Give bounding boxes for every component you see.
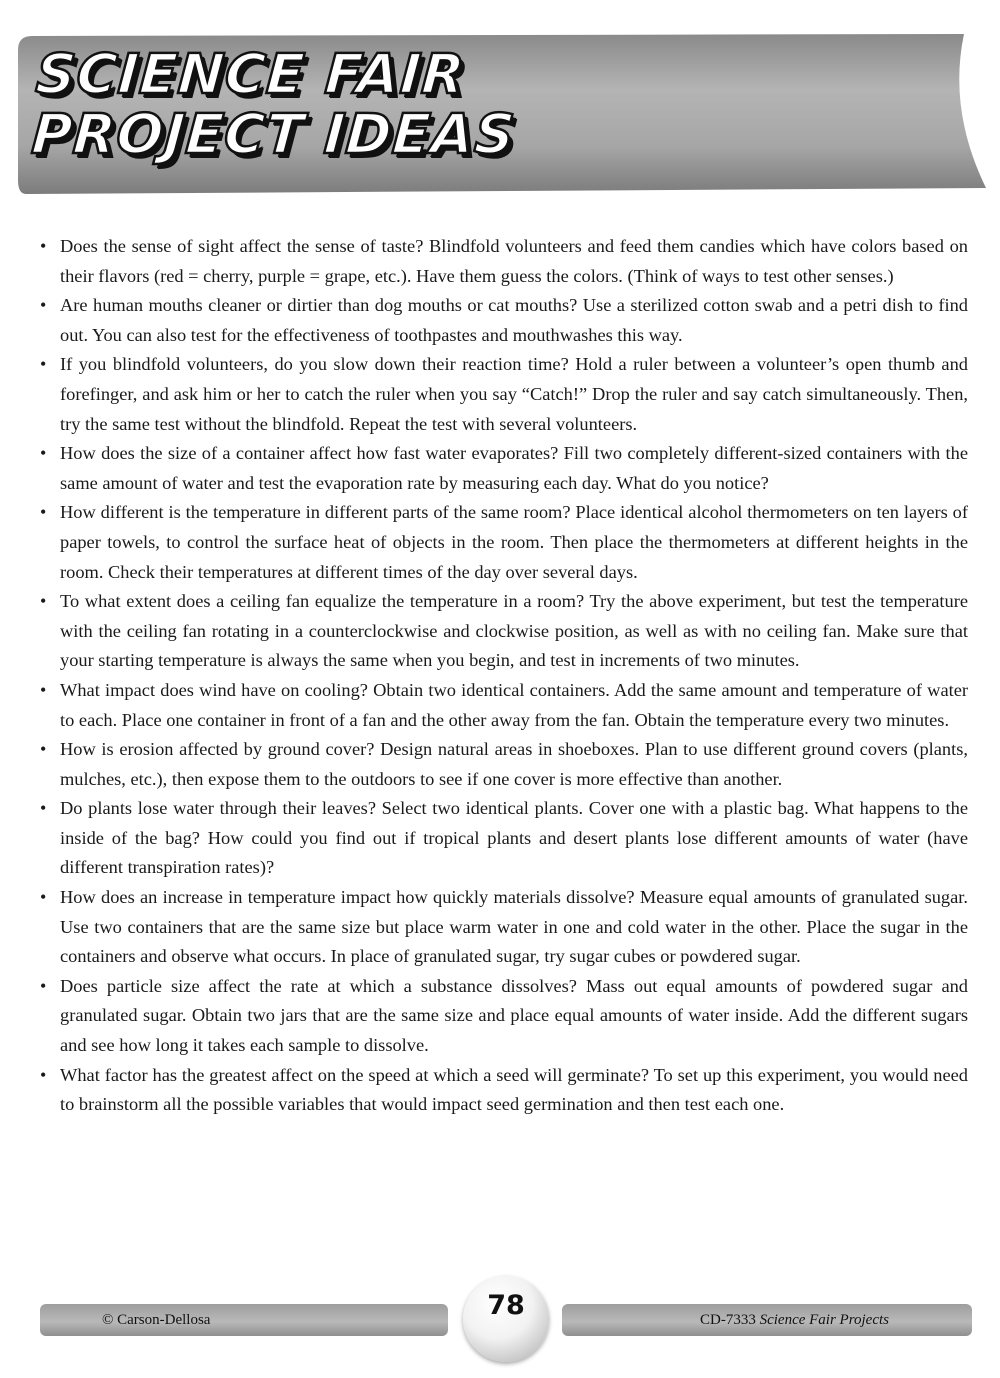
list-item bbox=[40, 350, 968, 439]
idea-text: Does particle size affect the rate at which a substance dissolves? Mass out equal amounts of powdered sugar and granulated sugar. Obtain two jars that are the same size and place equal amounts of water inside. Add the different sugars and see how long it takes each sample to dissolve. bbox=[60, 975, 968, 1056]
list-item bbox=[40, 883, 968, 972]
project-ideas-list bbox=[40, 232, 968, 1120]
list-item bbox=[40, 676, 968, 735]
list-item bbox=[40, 1061, 968, 1120]
idea-text: How is erosion affected by ground cover? Design natural areas in shoeboxes. Plan to use different ground covers (plants, mulches, etc.), then expose them to the outdoors to see if one cover is more effective than another. bbox=[60, 739, 968, 789]
idea-text: Does the sense of sight affect the sense of taste? Blindfold volunteers and feed them candies which have colors based on their flavors (red = cherry, purple = grape, etc.). Have them guess the colors. (Think of ways to test other senses.) bbox=[60, 236, 968, 286]
idea-text: If you blindfold volunteers, do you slow down their reaction time? Hold a ruler between a volunteer’s open thumb and forefinger, and ask him or her to catch the ruler when you say “Catch!” Drop the ruler and say catch simultaneously. Then, try the same test without the blindfold. Repeat the test with several volunteers. bbox=[60, 354, 968, 434]
list-item bbox=[40, 587, 968, 676]
bullet-icon: • bbox=[40, 1064, 47, 1085]
title-line-2: PROJECT IDEAS bbox=[29, 102, 518, 166]
book-title: Science Fair Projects bbox=[759, 1312, 889, 1328]
idea-text: Do plants lose water through their leaves? Select two identical plants. Cover one with a plastic bag. What happens to the inside of the bag? How could you find out if tropical plants and desert plants lose different amounts of water (have different transpiration rates)? bbox=[60, 798, 968, 878]
bullet-icon: • bbox=[40, 679, 47, 700]
copyright-notice: © Carson-Dellosa bbox=[102, 1312, 211, 1328]
idea-text: What factor has the greatest affect on the speed at which a seed will germinate? To set up this experiment, you would need to brainstorm all the possible variables that would impact seed germination and then test each one. bbox=[60, 1064, 968, 1115]
bullet-icon: • bbox=[40, 354, 47, 375]
idea-text: How does an increase in temperature impact how quickly materials dissolve? Measure equal amounts of granulated sugar. Use two containers that are the same size but place warm water in one and cold water in the other. Place the sugar in the containers and observe what occurs. In place of granulated sugar, try sugar cubes or powdered sugar. bbox=[60, 887, 968, 967]
bullet-icon: • bbox=[40, 798, 47, 819]
list-item bbox=[40, 439, 968, 498]
page-number: 78 bbox=[487, 1290, 525, 1321]
idea-text: To what extent does a ceiling fan equalize the temperature in a room? Try the above experiment, but test the temperature with the ceiling fan rotating in a counterclockwise and clockwise position, as well as with no ceiling fan. Make sure that your starting temperature is always the same when you begin, and test in increments of two minutes. bbox=[60, 591, 968, 671]
idea-text: What impact does wind have on cooling? Obtain two identical containers. Add the same amount and temperature of water to each. Place one container in front of a fan and the other away from the fan. Obtain the temperature every two minutes. bbox=[60, 679, 968, 730]
bullet-icon: • bbox=[40, 502, 47, 523]
idea-text: How different is the temperature in different parts of the same room? Place identical alcohol thermometers on ten layers of paper towels, to control the surface heat of objects in the room. Then place the thermometers at different heights in the room. Check their temperatures at different times of the day over several days. bbox=[60, 502, 968, 582]
list-item bbox=[40, 972, 968, 1061]
title-line-1: SCIENCE FAIR bbox=[33, 42, 468, 106]
bullet-icon: • bbox=[40, 591, 47, 612]
list-item bbox=[40, 498, 968, 587]
list-item bbox=[40, 291, 968, 350]
bullet-icon: • bbox=[40, 887, 47, 908]
bullet-icon: • bbox=[40, 295, 47, 316]
bullet-icon: • bbox=[40, 443, 47, 464]
list-item bbox=[40, 232, 968, 291]
page-title bbox=[30, 44, 522, 164]
bullet-icon: • bbox=[40, 236, 47, 256]
bullet-icon: • bbox=[40, 975, 47, 996]
list-item bbox=[40, 735, 968, 794]
bullet-icon: • bbox=[40, 739, 47, 760]
idea-text: Are human mouths cleaner or dirtier than dog mouths or cat mouths? Use a sterilized cotton swab and a petri dish to find out. You can also test for the effectiveness of toothpastes and mouthwashes this way. bbox=[60, 295, 968, 345]
book-reference bbox=[700, 1309, 889, 1331]
book-code: CD-7333 bbox=[700, 1312, 756, 1328]
idea-text: How does the size of a container affect how fast water evaporates? Fill two completely different-sized containers with the same amount of water and test the evaporation rate by measuring each day. What do you notice? bbox=[60, 443, 968, 493]
list-item bbox=[40, 794, 968, 883]
